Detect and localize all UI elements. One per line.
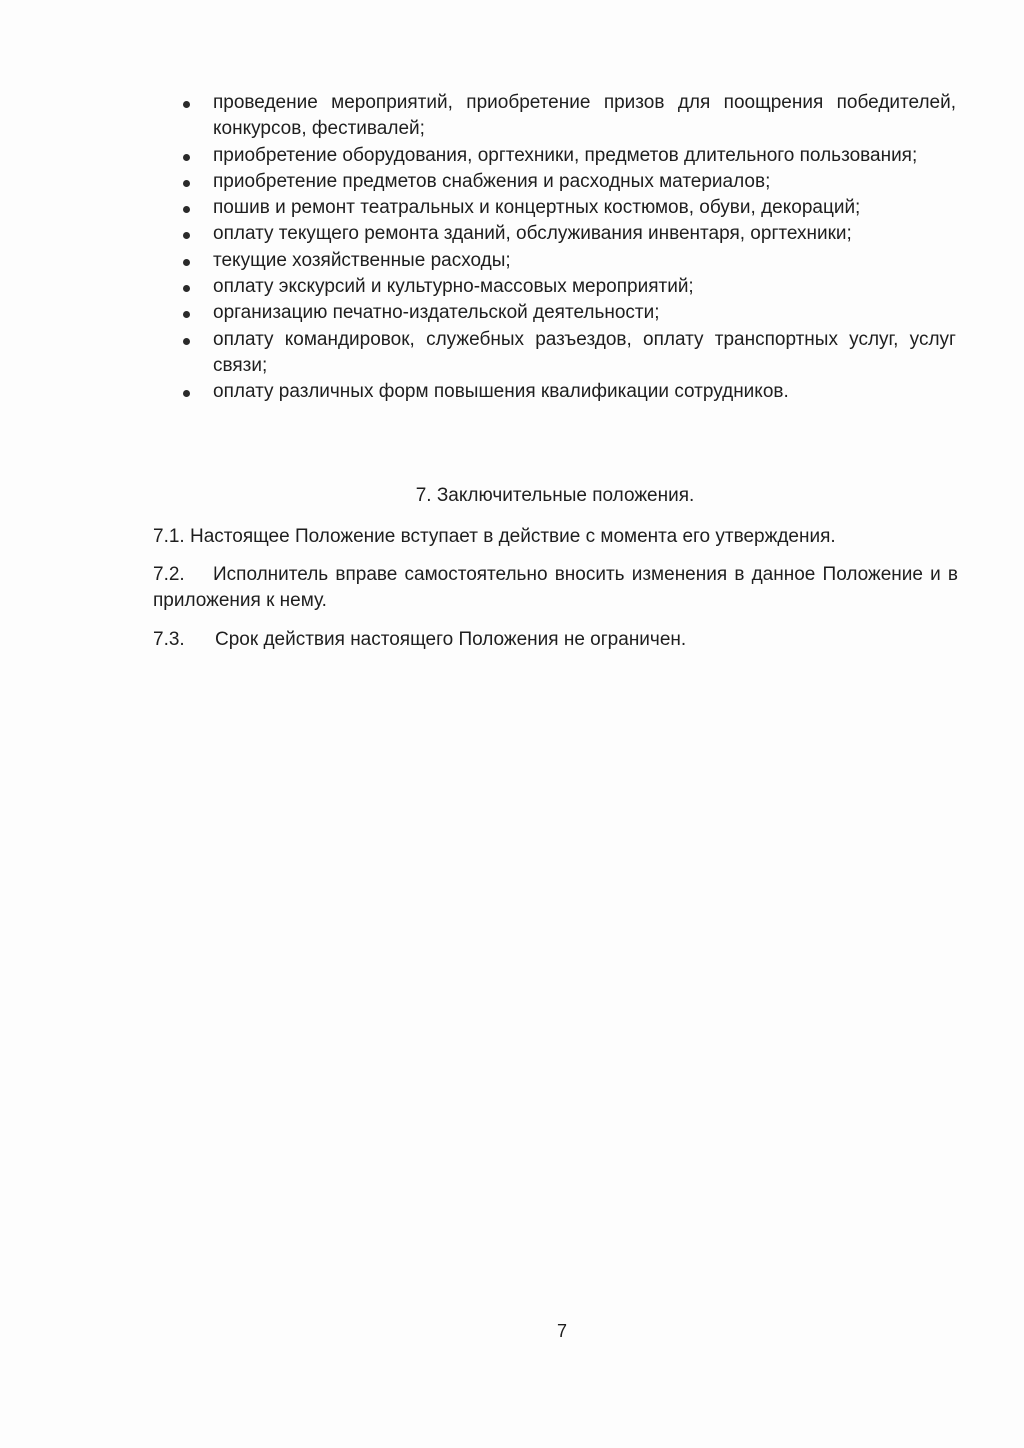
list-item (186, 169, 956, 195)
list-item-text: приобретение оборудования, оргтехники, предметов длительного пользования; (213, 144, 918, 166)
paragraph-text: Срок действия настоящего Положения не ограничен. (215, 629, 687, 650)
list-item (186, 300, 956, 326)
paragraph-number: 7.3. (153, 629, 185, 650)
list-item-text: оплату различных форм повышения квалификации сотрудников. (213, 381, 789, 403)
bullet-icon (183, 390, 190, 397)
list-item-text: приобретение предметов снабжения и расходных материалов; (213, 170, 771, 192)
list-item-text: оплату командировок, служебных разъездов, оплату транспортных услуг, услуг связи; (213, 328, 956, 376)
paragraph-7-2 (153, 562, 958, 614)
list-item-text: проведение мероприятий, приобретение призов для поощрения победителей, конкурсов, фестивалей; (213, 92, 956, 140)
list-item-text: текущие хозяйственные расходы; (213, 249, 511, 271)
bullet-icon (183, 232, 190, 239)
paragraph-number: 7.1. (153, 526, 185, 547)
list-item-text: организацию печатно-издательской деятельности; (213, 302, 660, 324)
bullet-icon (183, 311, 190, 318)
paragraph-text: Исполнитель вправе самостоятельно вносить изменения в данное Положение и в приложения к нему. (153, 564, 958, 611)
bullet-icon (183, 285, 190, 292)
bullet-icon (183, 154, 190, 161)
list-item (186, 379, 956, 405)
list-item (186, 248, 956, 274)
list-item (186, 195, 956, 221)
list-item (186, 143, 956, 169)
bullet-icon (183, 206, 190, 213)
bullet-icon (183, 338, 190, 345)
list-item (186, 221, 956, 247)
list-item-text: оплату текущего ремонта зданий, обслуживания инвентаря, оргтехники; (213, 223, 852, 245)
list-item-text: оплату экскурсий и культурно-массовых мероприятий; (213, 276, 694, 298)
list-item (186, 327, 956, 380)
paragraph-7-1 (153, 524, 958, 550)
page-number: 7 (557, 1321, 568, 1341)
list-item (186, 90, 956, 143)
paragraph-number: 7.2. (153, 564, 185, 585)
paragraph-text: Настоящее Положение вступает в действие с момента его утверждения. (189, 526, 836, 547)
bullet-icon (183, 259, 190, 266)
list-item (186, 274, 956, 300)
paragraph-7-3 (153, 627, 958, 653)
list-item-text: пошив и ремонт театральных и концертных костюмов, обуви, декораций; (213, 197, 861, 219)
expense-bullet-list (186, 90, 956, 406)
section-title: 7. Заключительные положения. (415, 485, 695, 506)
bullet-icon (183, 101, 190, 108)
bullet-icon (183, 180, 190, 187)
